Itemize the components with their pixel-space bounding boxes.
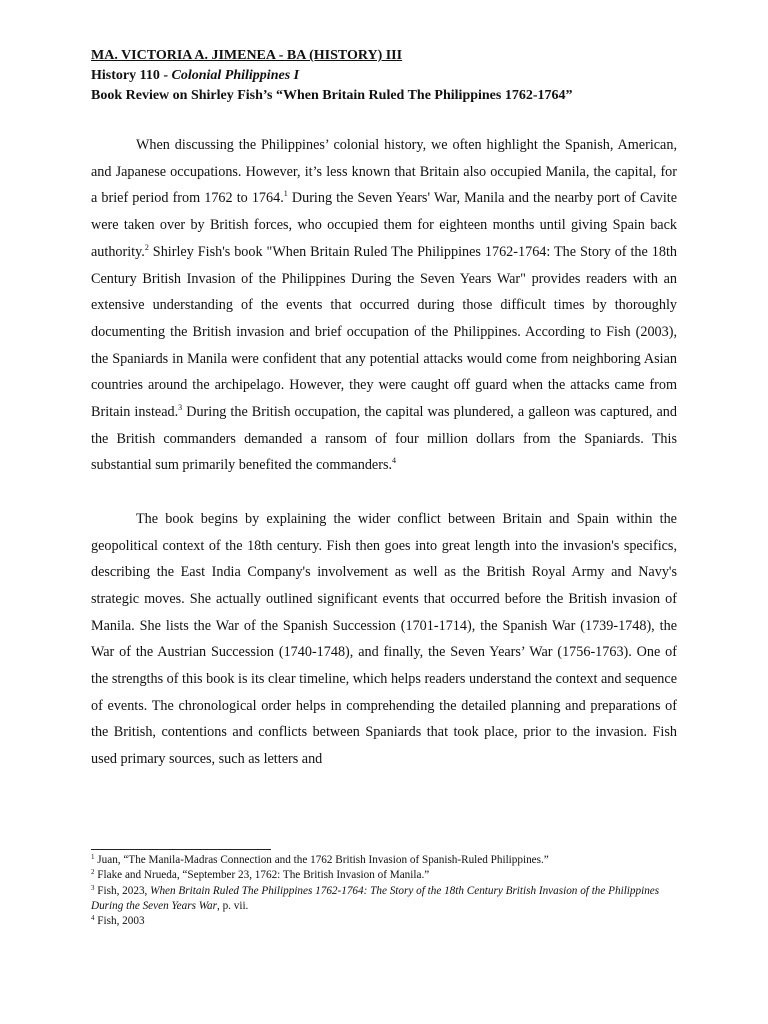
course-title: Colonial Philippines I [171, 68, 300, 83]
footnote-text: Fish, 2023, [94, 884, 151, 897]
footnote-text: Fish, 2003 [94, 915, 145, 928]
document-body [91, 132, 677, 773]
footnote-divider [91, 849, 271, 850]
footnote-ref-3: 3 [178, 403, 183, 413]
footnote-3 [91, 884, 681, 915]
footnote-text: Flake and Nrueda, “September 23, 1762: The British Invasion of Manila.” [94, 869, 430, 882]
document-header [91, 46, 691, 106]
footnote-ref-1: 1 [283, 189, 288, 199]
footnote-book-title: When Britain Ruled The Philippines 1762-1764: The Story of the 18th Century British Invasion of the Philippines During the Seven Years War [91, 884, 660, 912]
footnote-ref-4: 4 [392, 456, 397, 466]
footnote-number: 1 [91, 853, 95, 861]
paragraph-2: The book begins by explaining the wider conflict between Britain and Spain within the geopolitical context of the 18th century. Fish then goes into great length into the invasion's specifics, describing the East India Company's involvement as well as the British Royal Army and Navy's strategic moves. She actually outlined significant events that occurred before the British invasion of Manila. She lists the War of the Spanish Succession (1701-1714), the Spanish War (1739-1748), the War of the Austrian Succession (1740-1748), and finally, the Seven Years’ War (1756-1763). One of the strengths of this book is its clear timeline, which helps readers understand the context and sequence of events. The chronological order helps in comprehending the detailed planning and preparations of the British, contentions and conflicts between Spaniards that took place, prior to the invasion. Fish used primary sources, such as letters and [91, 510, 677, 768]
footnote-4 [91, 914, 681, 929]
review-title: Book Review on Shirley Fish’s “When Britain Ruled The Philippines 1762-1764” [91, 88, 573, 103]
footnote-text: , p. vii. [216, 899, 249, 912]
paragraph-1-text-3: Shirley Fish's book "When Britain Ruled The Philippines 1762-1764: The Story of the 18th Century British Invasion of the Philippines During the Seven Years War" provides readers with an extensive understanding of the events that occurred during those difficult times by thoroughly documenting the British invasion and brief occupation of the Philippines. According to Fish (2003), the Spaniards in Manila were confident that any potential attacks would come from neighboring Asian countries around the archipelago. However, they were caught off guard when the attacks came from Britain instead. [91, 243, 677, 421]
footnote-1 [91, 853, 681, 868]
course-prefix: History 110 - [91, 68, 172, 83]
footnote-ref-2: 2 [144, 242, 149, 252]
paragraph-1-text-4: During the British occupation, the capital was plundered, a galleon was captured, and the British commanders demanded a ransom of four million dollars from the Spaniards. This substantial sum primarily benefited the commanders. [91, 404, 677, 474]
author-line: MA. VICTORIA A. JIMENEA - BA (HISTORY) III [91, 48, 403, 63]
footnote-2 [91, 868, 681, 883]
course-line [91, 66, 691, 86]
paragraph-1-text-1: When discussing the Philippines’ colonial history, we often highlight the Spanish, American, and Japanese occupations. However, it’s less known that Britain also occupied Manila, the capital, for a brief period from 1762 to 1764. [91, 137, 677, 207]
footnotes [91, 853, 681, 929]
paragraph-1-text-2: During the Seven Years' War, Manila and the nearby port of Cavite were taken over by British forces, who occupied them for eighteen months until giving Spain back authority. [91, 190, 678, 260]
footnote-number: 3 [91, 883, 95, 892]
footnote-number: 2 [91, 868, 95, 877]
paragraph-1 [91, 132, 677, 479]
footnote-number: 4 [91, 914, 95, 923]
footnote-text: Juan, “The Manila-Madras Connection and the 1762 British Invasion of Spanish-Ruled Philippines.” [94, 854, 549, 866]
